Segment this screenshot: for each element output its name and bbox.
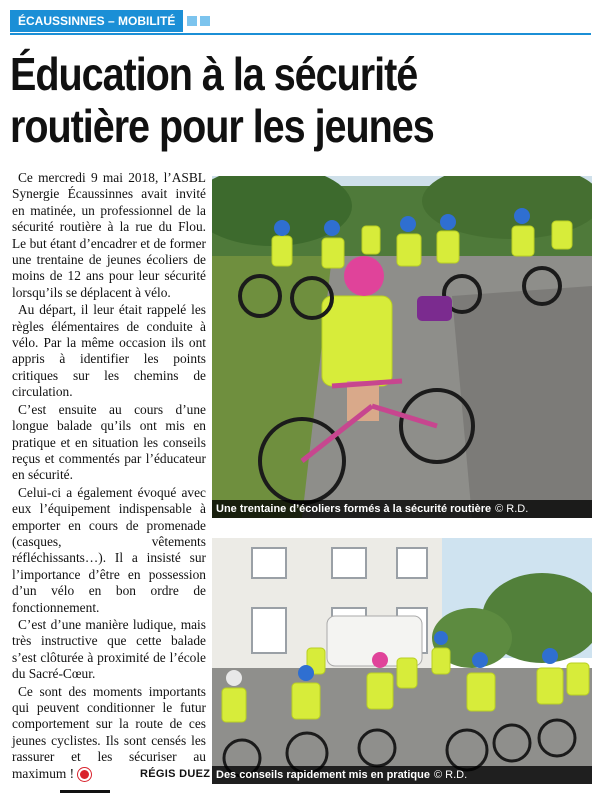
rubric-rule — [10, 33, 591, 35]
photo-caption — [212, 766, 592, 784]
article-paragraph: Ce mercredi 9 mai 2018, l’ASBL Synergie Écaussinnes avait invité en matinée, un professionnel de la sécurité routière à la rue du Flou. Le but étant d’encadrer et de former une trentaine de jeunes écoliers de moins de 12 ans pour leur sécurité lorsqu’ils se déplacent à vélo. — [12, 170, 206, 300]
rubric-decoration — [187, 16, 210, 26]
photo-credit: © R.D. — [495, 503, 529, 515]
article-paragraph: C’est d’une manière ludique, mais très instructive que cette balade s’est clôturée à proximité de l’école du Sacré-Cœur. — [12, 616, 206, 682]
author-byline: RÉGIS DUEZ — [140, 768, 211, 780]
photo-credit: © R.D. — [433, 769, 468, 781]
headline-line-2: routière pour les jeunes — [10, 100, 434, 152]
end-of-article-icon — [78, 768, 91, 781]
photo-caption — [212, 500, 592, 518]
article-paragraph: Celui-ci a également évoqué avec eux l’équipement indispensable à emporter en cours de promenade (casques, vêtements réfléchissants…). Il a insisté sur l’importance d’être en possession d’un vélo en bon ordre de fonctionnement. — [12, 484, 206, 615]
headline — [10, 48, 595, 152]
article-paragraph: Au départ, il leur était rappelé les règles élémentaires de conduite à vélo. Par la même occasion ils ont appris à identifier les points critiques sur les chemins de circulation. — [12, 302, 206, 400]
photo-illustration — [212, 176, 592, 518]
footer-rule — [60, 790, 110, 793]
article-body — [12, 170, 206, 783]
section-label: ÉCAUSSINNES – MOBILITÉ — [10, 10, 183, 32]
photo-illustration — [212, 538, 592, 784]
caption-text: Des conseils rapidement mis en pratique — [216, 769, 430, 781]
article-paragraph: C’est ensuite au cours d’une longue balade qu’ils ont mis en pratique et en situation les conseils reçus et commentés par l’éducateur en sécurité. — [12, 401, 206, 483]
photo-children-on-bikes — [212, 176, 592, 518]
article-paragraph-text: Ce sont des moments importants qui peuvent conditionner le futur comportement sur la route de ces jeunes cyclistes. Ils sont censés les rassurer et les sécuriser au maximum ! — [12, 683, 206, 781]
caption-text: Une trentaine d’écoliers formés à la sécurité routière — [216, 503, 492, 515]
headline-line-1: Éducation à la sécurité — [10, 48, 418, 100]
section-rubric — [10, 10, 210, 32]
photo-group-ride — [212, 538, 592, 784]
